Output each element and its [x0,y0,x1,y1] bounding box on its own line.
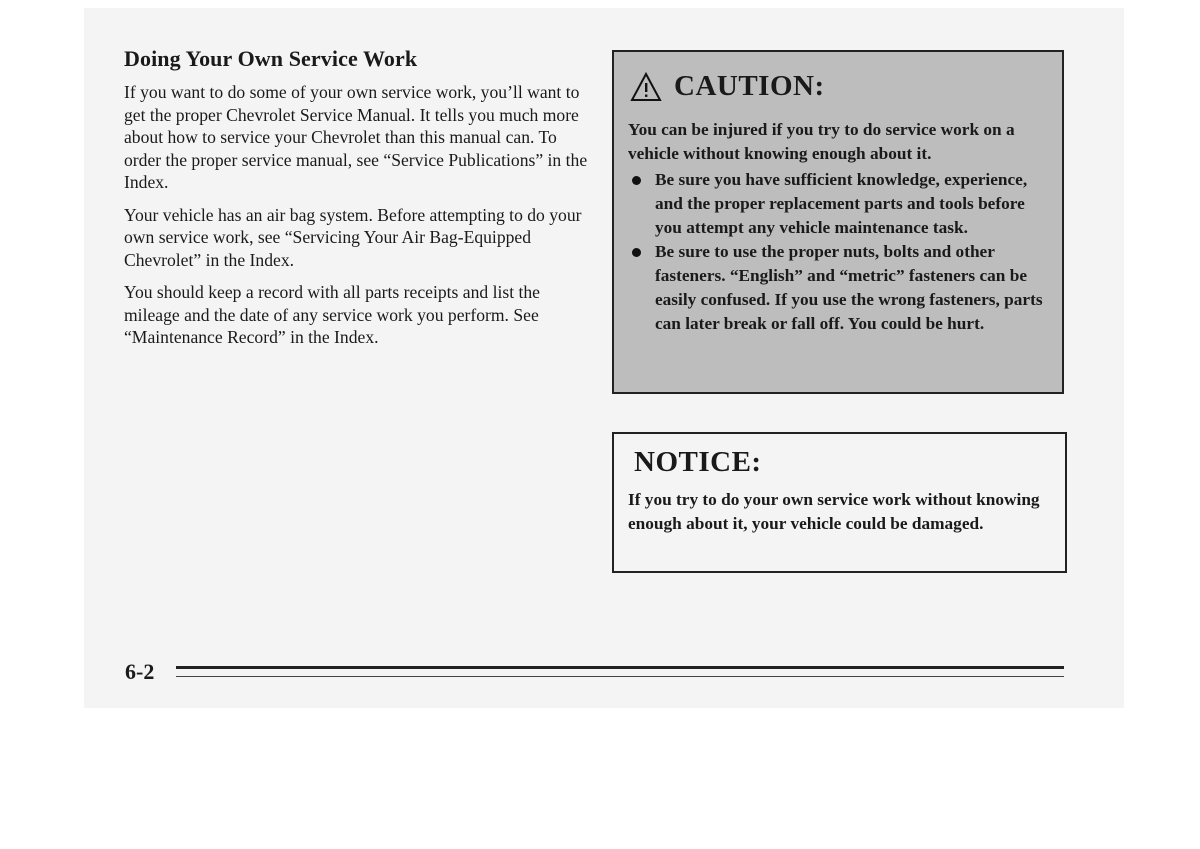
bullet-icon [632,248,641,257]
section-title: Doing Your Own Service Work [124,46,418,71]
notice-title: NOTICE: [634,446,762,478]
caution-bullet-item [628,240,1048,336]
paragraph-service-manual: If you want to do some of your own service work, you’ll want to get the proper Chevrolet Service Manual. It tells you much more about how to service your Chevrolet than this manual can. To order the proper service manual, see “Service Publications” in the Index. [124,82,588,192]
caution-bullet-text: Be sure to use the proper nuts, bolts and other fasteners. “English” and “metric” fasteners can be easily confused. If you use the wrong fasteners, parts can later break or fall off. You could be hurt. [655,242,1043,333]
footer-rule-thick [176,666,1064,669]
caution-list [628,168,1048,336]
caution-header [630,70,825,103]
caution-box [612,50,1064,394]
caution-title: CAUTION: [674,70,825,102]
footer-rule-thin [176,676,1064,677]
paragraph-air-bag: Your vehicle has an air bag system. Before attempting to do your own service work, see “Servicing Your Air Bag-Equipped Chevrolet” in the Index. [124,204,582,270]
caution-bullet-item [628,168,1048,240]
caution-bullet-text: Be sure you have sufficient knowledge, experience, and the proper replacement parts and tools before you attempt any vehicle maintenance task. [655,170,1028,237]
warning-triangle-icon [630,72,662,102]
service-work-section [124,46,594,359]
notice-box [612,432,1067,573]
caution-lead-text: You can be injured if you try to do service work on a vehicle without knowing enough about it. [628,120,1015,163]
notice-body-text: If you try to do your own service work without knowing enough about it, your vehicle could be damaged. [628,490,1040,533]
bullet-icon [632,176,641,185]
paragraph-maintenance-record: You should keep a record with all parts receipts and list the mileage and the date of any service work you perform. See “Maintenance Record” in the Index. [124,282,540,347]
page-number: 6-2 [125,659,155,684]
